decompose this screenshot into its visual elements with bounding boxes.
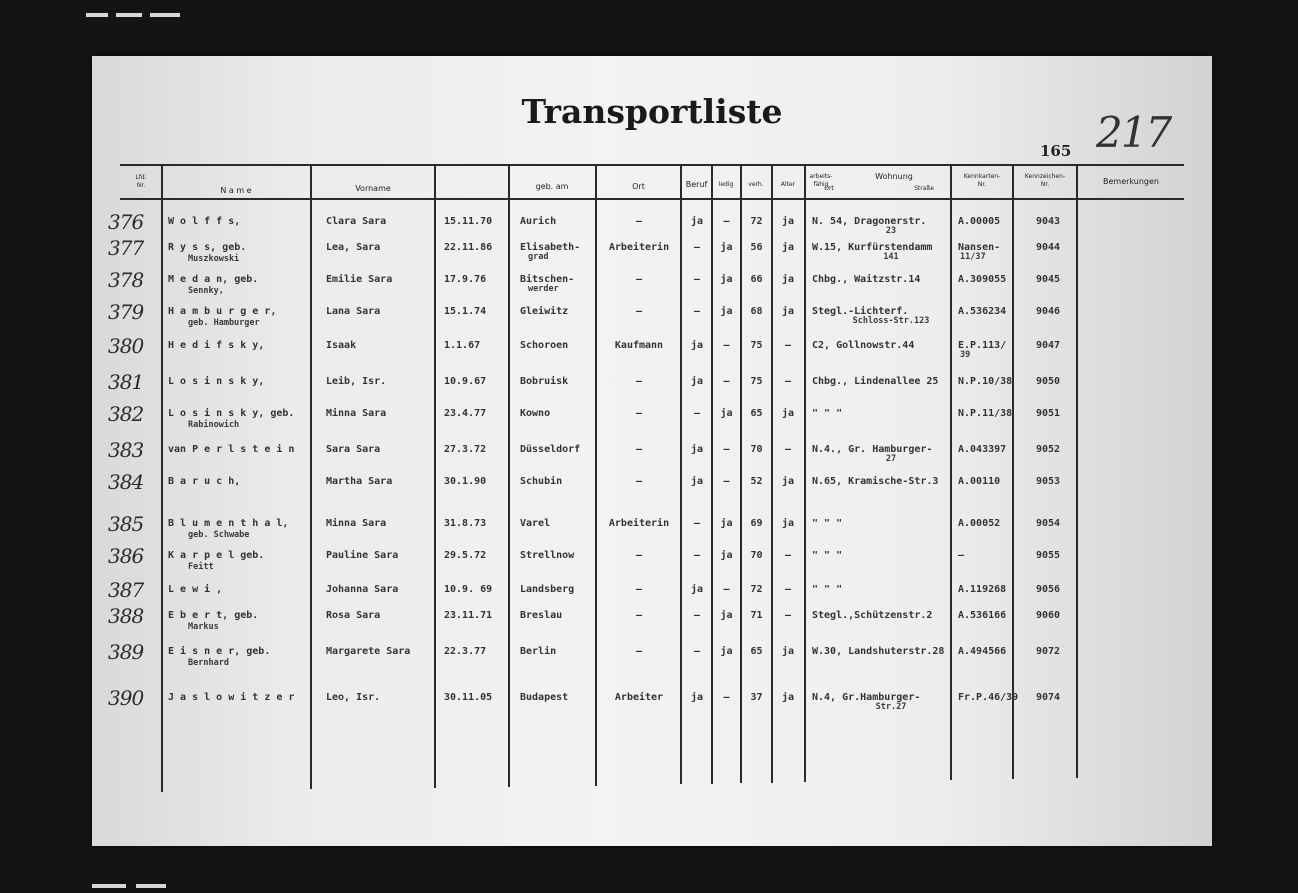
header-kennzeichen-nr: Kennzeichen- Nr.	[1024, 173, 1066, 188]
cell-ledig: —	[693, 408, 701, 419]
header-wohnung: Wohnung	[875, 172, 913, 181]
header-beruf: Beruf	[685, 180, 708, 189]
cell-wohnung: " " "	[812, 550, 843, 561]
cell-vorname: Sara Sara	[326, 444, 381, 455]
column-divider	[680, 164, 682, 784]
cell-kennkarten-nr: A.119268	[958, 584, 1007, 595]
cell-beruf: —	[635, 476, 643, 487]
cell-name: B l u m e n t h a l,	[168, 518, 289, 529]
cell-geb-am: 23.11.71	[444, 610, 493, 621]
cell-kennkarten-nr: Nansen-	[958, 242, 1001, 253]
cell-alter: 65	[750, 408, 763, 419]
handwritten-entry-number: 376	[108, 210, 144, 234]
header-ledig: ledig	[718, 181, 734, 188]
cell-verh: —	[723, 216, 730, 227]
cell-vorname: Margarete Sara	[326, 646, 411, 657]
cell-arbeitsfaehig: —	[784, 376, 792, 387]
cell-name: R y s s, geb.	[168, 242, 247, 253]
cell-wohnung: " " "	[812, 518, 843, 529]
handwritten-entry-number: 382	[108, 402, 144, 426]
cell-wohnung: W.15, Kurfürstendamm	[812, 242, 933, 253]
handwritten-entry-number: 390	[108, 686, 144, 710]
cell-wohnung: N. 54, Dragonerstr.	[812, 216, 927, 227]
page-number: 165	[1040, 142, 1072, 160]
cell-alter: 72	[750, 584, 763, 595]
cell-kennkarten-nr: A.00052	[958, 518, 1001, 529]
cell-name: van P e r l s t e i n	[168, 444, 295, 455]
cell-kennzeichen-nr: 9060	[1036, 610, 1061, 621]
cell-alter: 70	[750, 550, 763, 561]
cell-kennzeichen-nr: 9054	[1036, 518, 1061, 529]
cell-ledig: —	[693, 518, 701, 529]
cell-kennzeichen-nr: 9045	[1036, 274, 1061, 285]
cell-name-maiden: Feitt	[188, 562, 214, 572]
cell-arbeitsfaehig: —	[784, 610, 792, 621]
cell-wohnung-cont: 27	[885, 454, 897, 464]
handwritten-entry-number: 388	[108, 604, 144, 628]
cell-ledig: —	[693, 242, 701, 253]
cell-beruf: —	[635, 444, 643, 455]
cell-verh: ja	[720, 274, 733, 285]
film-edge-mark	[116, 13, 142, 17]
cell-geb-am: 30.11.05	[444, 692, 493, 703]
cell-alter: 56	[750, 242, 763, 253]
handwritten-entry-number: 378	[108, 268, 144, 292]
cell-name-maiden: geb. Hamburger	[188, 318, 260, 328]
table-header-rule	[120, 198, 1184, 200]
cell-name-maiden: Rabinowich	[188, 420, 240, 430]
cell-verh: ja	[720, 610, 733, 621]
cell-arbeitsfaehig: ja	[781, 242, 795, 253]
cell-kennkarten-nr: A.309055	[958, 274, 1007, 285]
column-divider	[771, 164, 773, 783]
cell-alter: 75	[750, 376, 763, 387]
cell-beruf: —	[635, 610, 643, 621]
cell-verh: —	[723, 584, 730, 595]
column-divider	[711, 164, 713, 784]
cell-name: M e d a n, geb.	[168, 274, 259, 285]
cell-verh: —	[723, 476, 730, 487]
cell-ort: Elisabeth-	[520, 242, 581, 253]
column-divider	[508, 164, 510, 787]
cell-ort-cont: grad	[528, 252, 549, 262]
column-divider	[804, 164, 806, 782]
cell-name: L e w i ,	[168, 584, 223, 595]
cell-alter: 72	[750, 216, 763, 227]
cell-vorname: Lana Sara	[326, 306, 381, 317]
cell-beruf: Arbeiterin	[608, 518, 670, 529]
cell-kennzeichen-nr: 9047	[1036, 340, 1061, 351]
cell-arbeitsfaehig: ja	[781, 216, 795, 227]
cell-ledig: ja	[690, 476, 704, 487]
cell-name: K a r p e l geb.	[168, 550, 265, 561]
cell-beruf: —	[635, 408, 643, 419]
header-vorname: Vorname	[355, 184, 391, 193]
cell-kennzeichen-nr: 9043	[1036, 216, 1061, 227]
cell-kennkarten-nr: Fr.P.46/39	[958, 692, 1019, 703]
cell-alter: 71	[750, 610, 763, 621]
cell-verh: ja	[720, 242, 733, 253]
cell-vorname: Minna Sara	[326, 408, 387, 419]
cell-alter: 52	[750, 476, 763, 487]
header-bemerkungen: Bemerkungen	[1102, 177, 1159, 186]
cell-ort: Varel	[520, 518, 551, 529]
cell-name-maiden: Bernhard	[188, 658, 229, 668]
cell-arbeitsfaehig: —	[784, 584, 792, 595]
cell-kennzeichen-nr: 9053	[1036, 476, 1061, 487]
document-title: Transportliste	[521, 92, 783, 131]
header-verh: verh.	[748, 181, 764, 188]
handwritten-entry-number: 381	[108, 370, 144, 394]
cell-name: H a m b u r g e r,	[168, 306, 277, 317]
cell-verh: ja	[720, 518, 733, 529]
cell-kennkarten-nr: A.536166	[958, 610, 1007, 621]
cell-beruf: —	[635, 274, 643, 285]
cell-ort: Schubin	[520, 476, 563, 487]
cell-vorname: Emilie Sara	[326, 274, 393, 285]
cell-ledig: ja	[690, 376, 704, 387]
header-name: N a m e	[220, 186, 252, 195]
cell-wohnung: Stegl.,Schützenstr.2	[812, 610, 933, 621]
cell-kennkarten-nr: A.00005	[958, 216, 1001, 227]
cell-alter: 75	[750, 340, 763, 351]
cell-wohnung-cont: Str.27	[875, 702, 907, 712]
cell-kennzeichen-nr: 9074	[1036, 692, 1061, 703]
column-divider	[161, 164, 163, 792]
cell-vorname: Rosa Sara	[326, 610, 381, 621]
cell-wohnung: N.65, Kramische-Str.3	[812, 476, 939, 487]
cell-kennkarten-nr: A.536234	[958, 306, 1007, 317]
cell-ort: Düsseldorf	[520, 444, 581, 455]
column-divider	[310, 164, 312, 789]
cell-name: B a r u c h,	[168, 476, 241, 487]
cell-alter: 65	[750, 646, 763, 657]
cell-kennzeichen-nr: 9056	[1036, 584, 1061, 595]
cell-geb-am: 1.1.67	[444, 340, 481, 351]
cell-vorname: Johanna Sara	[326, 584, 399, 595]
header-kennkarten-nr: Kennkarten- Nr.	[963, 173, 1001, 188]
cell-kennzeichen-nr: 9050	[1036, 376, 1061, 387]
cell-wohnung: C2, Gollnowstr.44	[812, 340, 915, 351]
cell-ort: Bobruisk	[520, 376, 569, 387]
cell-wohnung: N.4, Gr.Hamburger-	[812, 692, 921, 703]
cell-beruf: —	[635, 306, 643, 317]
cell-arbeitsfaehig: ja	[781, 306, 795, 317]
cell-ledig: ja	[690, 692, 704, 703]
cell-wohnung: " " "	[812, 408, 843, 419]
header-wohnung-ort: Ort	[824, 185, 834, 192]
cell-geb-am: 31.8.73	[444, 518, 487, 529]
cell-geb-am: 10.9. 69	[444, 584, 493, 595]
cell-kennzeichen-nr: 9044	[1036, 242, 1061, 253]
cell-arbeitsfaehig: ja	[781, 476, 795, 487]
cell-beruf: —	[635, 550, 643, 561]
cell-name: E i s n e r, geb.	[168, 646, 271, 657]
header-arbeitsfaehig: arbeits- fähig	[809, 173, 833, 188]
handwritten-entry-number: 386	[108, 544, 144, 568]
cell-name: L o s i n s k y, geb.	[168, 408, 295, 419]
film-edge-mark	[92, 884, 126, 888]
cell-ort: Berlin	[520, 646, 557, 657]
cell-name: E b e r t, geb.	[168, 610, 259, 621]
cell-kennkarten-nr: A.043397	[958, 444, 1007, 455]
cell-name: H e d i f s k y,	[168, 340, 265, 351]
cell-ort: Budapest	[520, 692, 569, 703]
cell-vorname: Pauline Sara	[326, 550, 399, 561]
cell-geb-am: 17.9.76	[444, 274, 487, 285]
handwritten-entry-number: 389	[108, 640, 144, 664]
cell-kennzeichen-nr: 9052	[1036, 444, 1061, 455]
column-divider	[434, 164, 436, 788]
cell-wohnung: Stegl.-Lichterf.	[812, 306, 909, 317]
cell-name: J a s l o w i t z e r	[168, 692, 295, 703]
cell-name-maiden: Markus	[188, 622, 219, 632]
header-ort: Ort	[632, 182, 645, 191]
cell-name-maiden: Sennky,	[188, 286, 224, 296]
cell-geb-am: 10.9.67	[444, 376, 487, 387]
header-wohnung-strasse: Straße	[914, 185, 934, 192]
cell-ort: Landsberg	[520, 584, 575, 595]
handwritten-page-number: 217	[1096, 108, 1171, 157]
cell-beruf: —	[635, 216, 643, 227]
cell-ledig: ja	[690, 444, 704, 455]
cell-geb-am: 27.3.72	[444, 444, 487, 455]
cell-geb-am: 30.1.90	[444, 476, 487, 487]
cell-name: W o l f f s,	[168, 216, 241, 227]
handwritten-entry-number: 384	[108, 470, 144, 494]
cell-alter: 37	[750, 692, 763, 703]
cell-wohnung: Chbg., Lindenallee 25	[812, 376, 939, 387]
cell-wohnung-cont: Schloss-Str.123	[852, 316, 930, 326]
cell-alter: 69	[750, 518, 763, 529]
cell-ledig: —	[693, 550, 701, 561]
cell-verh: —	[723, 340, 730, 351]
cell-vorname: Leo, Isr.	[326, 692, 381, 703]
cell-vorname: Leib, Isr.	[326, 376, 387, 387]
cell-ort: Bitschen-	[520, 274, 575, 285]
cell-kennkarten-nr: A.494566	[958, 646, 1007, 657]
cell-arbeitsfaehig: ja	[781, 692, 795, 703]
cell-ledig: —	[693, 646, 701, 657]
cell-kennzeichen-nr: 9051	[1036, 408, 1061, 419]
cell-kennkarten-cont: 39	[960, 350, 971, 360]
cell-ledig: ja	[690, 340, 704, 351]
cell-arbeitsfaehig: —	[784, 444, 792, 455]
cell-vorname: Lea, Sara	[326, 242, 381, 253]
cell-ledig: —	[693, 274, 701, 285]
cell-ort: Kowno	[520, 408, 551, 419]
handwritten-entry-number: 377	[108, 236, 144, 260]
cell-verh: ja	[720, 646, 733, 657]
cell-wohnung: N.4., Gr. Hamburger-	[812, 444, 933, 455]
cell-verh: —	[723, 376, 730, 387]
cell-vorname: Isaak	[326, 340, 357, 351]
cell-beruf: —	[635, 646, 643, 657]
film-edge-mark	[150, 13, 180, 17]
cell-vorname: Minna Sara	[326, 518, 387, 529]
cell-arbeitsfaehig: ja	[781, 646, 795, 657]
cell-verh: ja	[720, 306, 733, 317]
cell-ledig: ja	[690, 584, 704, 595]
cell-kennkarten-nr: A.00110	[958, 476, 1001, 487]
cell-kennzeichen-nr: 9046	[1036, 306, 1061, 317]
cell-ledig: —	[693, 306, 701, 317]
cell-kennkarten-nr: —	[958, 550, 965, 561]
cell-vorname: Martha Sara	[326, 476, 393, 487]
cell-name-maiden: Muszkowski	[188, 254, 240, 264]
cell-arbeitsfaehig: ja	[781, 274, 795, 285]
cell-verh: —	[723, 444, 730, 455]
cell-kennzeichen-nr: 9055	[1036, 550, 1061, 561]
handwritten-entry-number: 385	[108, 512, 144, 536]
cell-beruf: Kaufmann	[614, 340, 664, 351]
column-divider	[1076, 164, 1078, 778]
cell-ort: Breslau	[520, 610, 563, 621]
cell-wohnung: W.30, Landshuterstr.28	[812, 646, 945, 657]
cell-verh: —	[723, 692, 730, 703]
document-sheet	[92, 56, 1212, 846]
header-lfd-nr: Lfd. Nr.	[135, 174, 147, 189]
cell-arbeitsfaehig: ja	[781, 518, 795, 529]
cell-alter: 70	[750, 444, 763, 455]
header-alter: Alter	[780, 181, 796, 188]
cell-arbeitsfaehig: —	[784, 340, 792, 351]
cell-beruf: —	[635, 376, 643, 387]
cell-wohnung: " " "	[812, 584, 843, 595]
film-edge-mark	[136, 884, 166, 888]
cell-geb-am: 15.11.70	[444, 216, 493, 227]
cell-ort: Gleiwitz	[520, 306, 569, 317]
cell-geb-am: 22.3.77	[444, 646, 487, 657]
handwritten-entry-number: 379	[108, 300, 144, 324]
cell-arbeitsfaehig: —	[784, 550, 792, 561]
cell-ort: Strellnow	[520, 550, 575, 561]
cell-kennkarten-nr: N.P.10/38	[958, 376, 1013, 387]
cell-name: L o s i n s k y,	[168, 376, 265, 387]
table-top-rule	[120, 164, 1184, 166]
cell-geb-am: 22.11.86	[444, 242, 493, 253]
cell-ort: Aurich	[520, 216, 557, 227]
column-divider	[1012, 164, 1014, 779]
cell-ledig: —	[693, 610, 701, 621]
cell-verh: ja	[720, 550, 733, 561]
header-geb-am: geb. am	[535, 182, 569, 191]
cell-geb-am: 23.4.77	[444, 408, 487, 419]
cell-wohnung: Chbg., Waitzstr.14	[812, 274, 921, 285]
cell-beruf: —	[635, 584, 643, 595]
film-edge-mark	[86, 13, 108, 17]
cell-alter: 66	[750, 274, 763, 285]
column-divider	[740, 164, 742, 783]
cell-kennkarten-cont: 11/37	[960, 252, 986, 262]
handwritten-entry-number: 380	[108, 334, 144, 358]
cell-kennkarten-nr: E.P.113/	[958, 340, 1007, 351]
cell-verh: ja	[720, 408, 733, 419]
cell-arbeitsfaehig: ja	[781, 408, 795, 419]
cell-kennkarten-nr: N.P.11/38	[958, 408, 1013, 419]
cell-wohnung-cont: 141	[883, 252, 899, 262]
cell-geb-am: 29.5.72	[444, 550, 487, 561]
cell-ort-cont: werder	[528, 284, 559, 294]
cell-ledig: ja	[690, 216, 704, 227]
cell-beruf: Arbeiterin	[608, 242, 670, 253]
cell-wohnung-cont: 23	[885, 226, 897, 236]
column-divider	[950, 164, 952, 780]
cell-kennzeichen-nr: 9072	[1036, 646, 1061, 657]
cell-geb-am: 15.1.74	[444, 306, 487, 317]
cell-alter: 68	[750, 306, 763, 317]
cell-name-maiden: geb. Schwabe	[188, 530, 250, 540]
handwritten-entry-number: 383	[108, 438, 144, 462]
handwritten-entry-number: 387	[108, 578, 144, 602]
cell-beruf: Arbeiter	[614, 692, 664, 703]
cell-vorname: Clara Sara	[326, 216, 387, 227]
cell-ort: Schoroen	[520, 340, 569, 351]
